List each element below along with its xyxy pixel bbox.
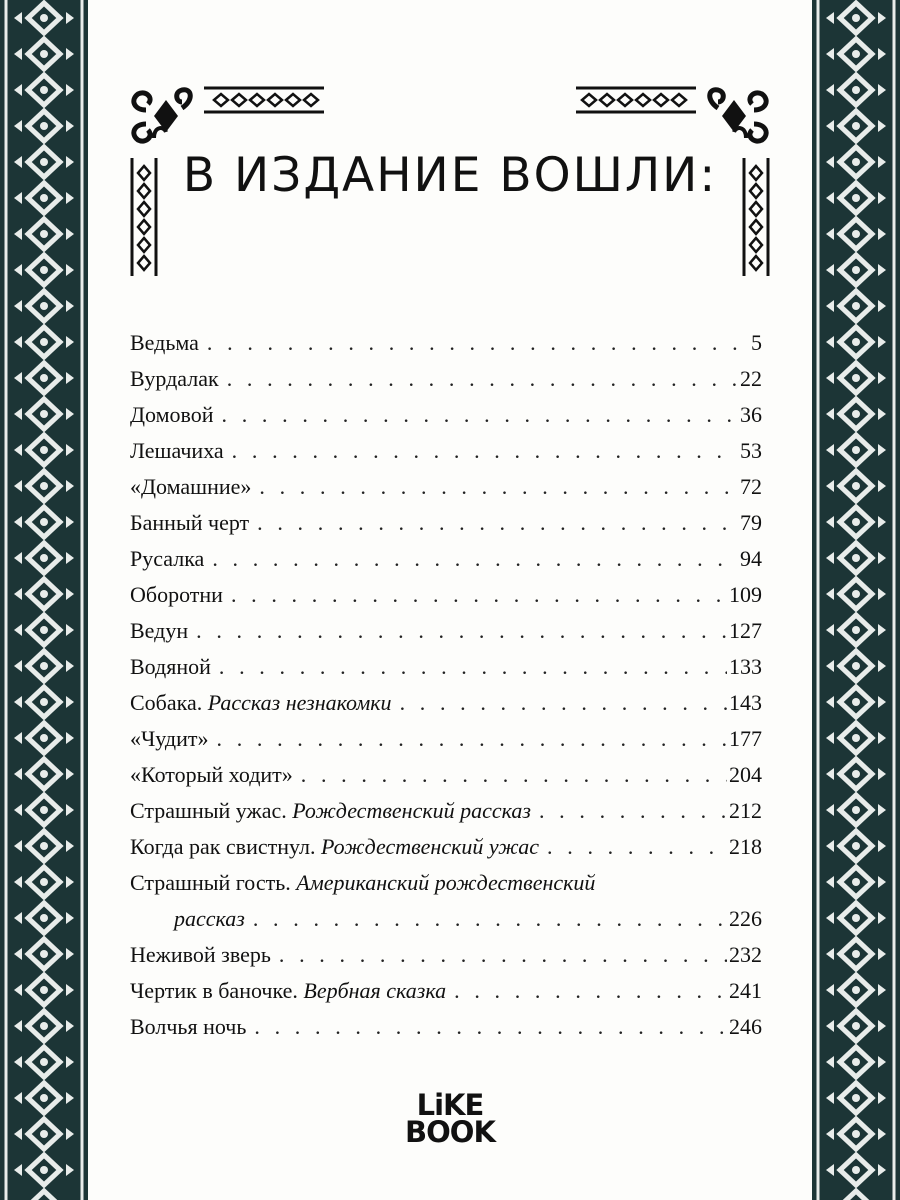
toc-entry-main-title: Лешачиха — [130, 438, 224, 463]
toc-entry — [130, 798, 762, 834]
toc-entry-title — [130, 906, 245, 932]
dot-leader — [207, 330, 749, 356]
toc-entry-main-title: Чертик в баночке. — [130, 978, 298, 1003]
toc-entry-title — [130, 654, 211, 680]
toc-entry-main-title: Неживой зверь — [130, 942, 271, 967]
toc-page-number: 218 — [729, 834, 762, 859]
dot-leader — [253, 906, 727, 932]
toc-page-number: 109 — [729, 582, 762, 607]
toc-page-number: 94 — [740, 546, 762, 571]
toc-entry-main-title: Собака. — [130, 690, 203, 715]
dot-leader — [259, 474, 738, 500]
toc-entry-title — [130, 438, 224, 464]
toc-entry-main-title: Банный черт — [130, 510, 250, 535]
toc-entry-main-title: Страшный ужас. — [130, 798, 287, 823]
toc-entry — [130, 690, 762, 726]
toc-entry — [130, 654, 762, 690]
dot-leader — [196, 618, 727, 644]
toc-page-number: 72 — [740, 474, 762, 499]
toc-entry-subtitle: Рассказ незнакомки — [207, 690, 392, 715]
publisher-logo — [403, 1088, 497, 1149]
toc-entry — [130, 402, 762, 438]
toc-entry — [130, 618, 762, 654]
toc-entry-title — [130, 1014, 246, 1040]
toc-page-number: 5 — [751, 330, 762, 355]
toc-entry-subtitle: Американский рождественский — [296, 870, 596, 895]
toc-entry-main-title: Когда рак свистнул. — [130, 834, 316, 859]
logo-line-2: BOOK — [405, 1115, 495, 1149]
toc-entry-title — [130, 726, 209, 752]
toc-entry-main-title: Домовой — [130, 402, 214, 427]
dot-leader — [222, 402, 738, 428]
toc-entry — [130, 330, 762, 366]
table-of-contents — [130, 330, 762, 1050]
toc-page-number: 226 — [729, 906, 762, 931]
dot-leader — [279, 942, 727, 968]
toc-page-number: 53 — [740, 438, 762, 463]
toc-entry-title — [130, 618, 188, 644]
toc-entry-main-title: Волчья ночь — [130, 1014, 247, 1039]
dot-leader — [454, 978, 727, 1004]
toc-entry-title — [130, 546, 204, 572]
toc-page-number: 133 — [729, 654, 762, 679]
toc-entry — [130, 510, 762, 546]
toc-entry-main-title: Оборотни — [130, 582, 223, 607]
dot-leader — [227, 366, 738, 392]
dot-leader — [231, 582, 727, 608]
toc-entry-title — [130, 834, 539, 860]
toc-entry — [130, 1014, 762, 1050]
toc-entry — [130, 942, 762, 978]
toc-entry-main-title: Водяной — [130, 654, 211, 679]
toc-entry-title — [130, 366, 219, 392]
toc-entry — [130, 546, 762, 582]
toc-entry-subtitle: Вербная сказка — [303, 978, 447, 1003]
dot-leader — [301, 762, 727, 788]
dot-leader — [400, 690, 727, 716]
toc-entry — [130, 474, 762, 510]
dot-leader — [539, 798, 727, 824]
toc-entry-main-title: Вурдалак — [130, 366, 219, 391]
toc-entry-subtitle: рассказ — [174, 906, 245, 931]
toc-entry — [130, 906, 762, 942]
toc-entry-title — [130, 402, 214, 428]
toc-page-number: 79 — [740, 510, 762, 535]
toc-entry-main-title: «Чудит» — [130, 726, 209, 751]
toc-page-number: 36 — [740, 402, 762, 427]
toc-entry-main-title: Русалка — [130, 546, 205, 571]
dot-leader — [547, 834, 727, 860]
page-title: В ИЗДАНИЕ ВОШЛИ: — [182, 148, 718, 203]
toc-page-number: 232 — [729, 942, 762, 967]
toc-entry-subtitle: Рождественский ужас — [321, 834, 540, 859]
toc-entry — [130, 978, 762, 1014]
toc-entry — [130, 582, 762, 618]
dot-leader — [219, 654, 727, 680]
toc-page-number: 143 — [729, 690, 762, 715]
toc-entry-main-title: Ведун — [130, 618, 189, 643]
dot-leader — [217, 726, 728, 752]
toc-entry-main-title: «Домашние» — [130, 474, 252, 499]
toc-entry-title — [130, 330, 199, 356]
toc-entry-title — [130, 870, 595, 896]
toc-entry — [130, 726, 762, 762]
toc-page-number: 212 — [729, 798, 762, 823]
toc-entry — [130, 438, 762, 474]
dot-leader — [212, 546, 738, 572]
toc-entry-title — [130, 510, 249, 536]
toc-page-number: 177 — [729, 726, 762, 751]
dot-leader — [232, 438, 738, 464]
toc-entry-title — [130, 690, 392, 716]
toc-entry-title — [130, 798, 531, 824]
toc-entry — [130, 834, 762, 870]
dot-leader — [257, 510, 738, 536]
toc-entry-title — [130, 942, 271, 968]
dot-leader — [254, 1014, 727, 1040]
toc-entry-main-title: «Который ходит» — [130, 762, 293, 787]
logo-line-1: LiKE — [416, 1088, 484, 1122]
toc-entry-main-title: Ведьма — [130, 330, 199, 355]
toc-page-number: 22 — [740, 366, 762, 391]
toc-entry-subtitle: Рождественский рассказ — [292, 798, 531, 823]
toc-entry-title — [130, 582, 223, 608]
toc-page-number: 246 — [729, 1014, 762, 1039]
toc-page-number: 127 — [729, 618, 762, 643]
toc-entry — [130, 366, 762, 402]
toc-page-number: 241 — [729, 978, 762, 1003]
toc-entry — [130, 762, 762, 798]
toc-page-number: 204 — [729, 762, 762, 787]
toc-entry-title — [130, 978, 446, 1004]
toc-entry-main-title: Страшный гость. — [130, 870, 291, 895]
toc-entry — [130, 870, 762, 906]
toc-entry-title — [130, 762, 293, 788]
toc-entry-title — [130, 474, 251, 500]
